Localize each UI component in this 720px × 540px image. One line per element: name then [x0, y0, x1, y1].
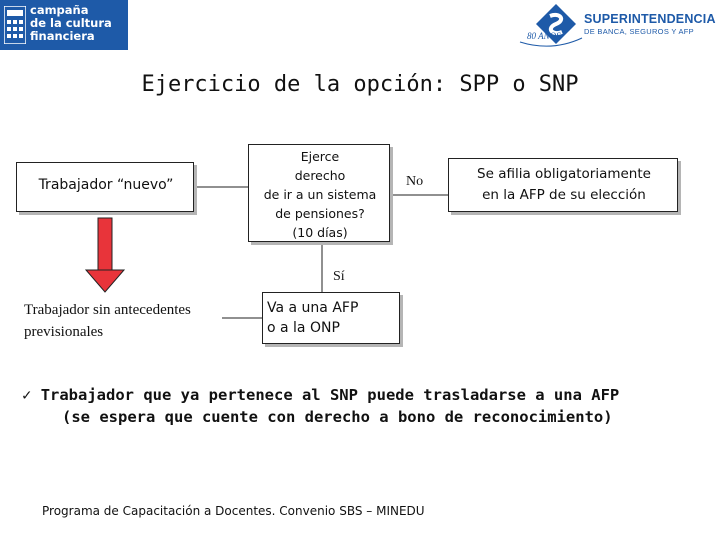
sbs-logo-title: SUPERINTENDENCIA [584, 12, 716, 26]
no-record-line-1: Trabajador sin antecedentes [24, 302, 191, 318]
note-line-2: (se espera que cuente con derecho a bono de reconocimiento) [62, 408, 613, 426]
new-worker-label: Trabajador “nuevo” [38, 177, 174, 193]
goes-line-1: Va a una AFP [267, 300, 359, 316]
decision-line-2: derecho [294, 168, 346, 183]
anniversary-label: 80 AÑOS [527, 31, 561, 41]
sbs-logo-subtitle: DE BANCA, SEGUROS Y AFP [584, 27, 694, 36]
afp-line-2: en la AFP de su elección [482, 187, 646, 203]
no-label: No [406, 174, 424, 189]
no-record-line-2: previsionales [24, 324, 104, 340]
logo-line-1: campaña [30, 3, 89, 17]
page-title: Ejercicio de la opción: SPP o SNP [141, 72, 579, 97]
no-record-text [24, 299, 191, 343]
decision-line-1: Ejerce [300, 149, 340, 164]
afp-enroll-text [449, 164, 679, 206]
decision-line-5: (10 días) [292, 225, 348, 240]
down-arrow-icon [86, 218, 124, 292]
footer-text: Programa de Capacitación a Docentes. Convenio SBS – MINEDU [42, 504, 425, 518]
decision-text [249, 147, 391, 242]
note-line-1 [22, 384, 702, 406]
yes-label: Sí [333, 269, 345, 284]
new-worker-box [16, 162, 194, 212]
decision-box [248, 144, 390, 242]
logo-line-3: financiera [30, 29, 95, 43]
decision-line-3: de ir a un sistema [263, 187, 377, 202]
decision-line-4: de pensiones? [275, 206, 365, 221]
note-text-1: Trabajador que ya pertenece al SNP puede trasladarse a una AFP [40, 386, 620, 404]
goes-to-text [267, 298, 399, 338]
goes-to-box [262, 292, 400, 344]
check-icon: ✓ [22, 386, 32, 404]
afp-line-1: Se afilia obligatoriamente [477, 166, 651, 182]
logo-line-2: de la cultura [30, 16, 112, 30]
goes-line-2: o a la ONP [267, 320, 340, 336]
afp-enroll-box [448, 158, 678, 212]
